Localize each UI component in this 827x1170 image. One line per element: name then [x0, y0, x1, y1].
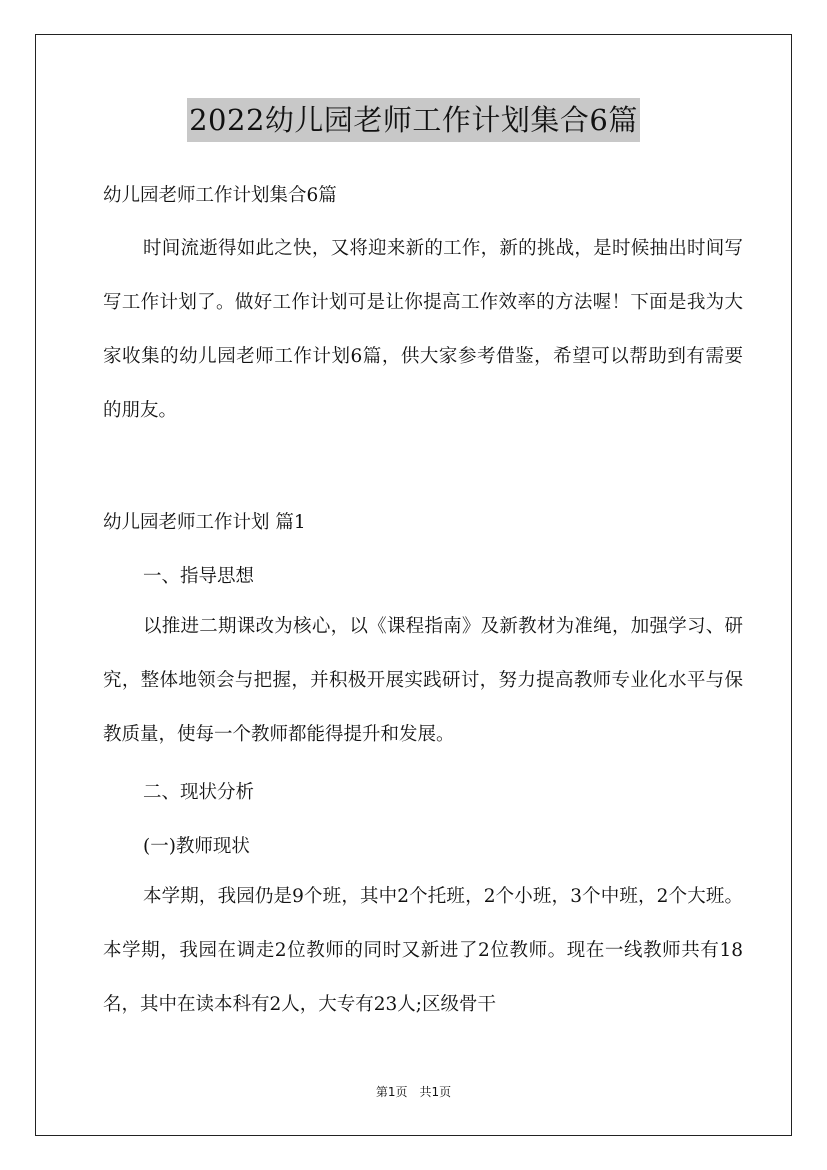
sub1-body: 本学期，我园仍是9个班，其中2个托班，2个小班，3个中班，2个大班。本学期，我园在调走2位教师的同时又新进了2位教师。现在一线教师共有18名，其中在读本科有2人，大专有23人;区级骨干 [103, 886, 743, 1015]
intro-paragraph: 时间流逝得如此之快，又将迎来新的工作，新的挑战，是时候抽出时间写写工作计划了。做好工作计划可是让你提高工作效率的方法喔！下面是我为大家收集的幼儿园老师工作计划6篇，供大家参考借鉴，希望可以帮助到有需要的朋友。 [103, 238, 743, 421]
section1-heading: 幼儿园老师工作计划 篇1 [103, 512, 306, 533]
part1-heading: 一、指导思想 [143, 566, 255, 587]
part1-body: 以推进二期课改为核心，以《课程指南》及新教材为准绳，加强学习、研究，整体地领会与把握，并积极开展实践研讨，努力提高教师专业化水平与保教质量，使每一个教师都能得提升和发展。 [103, 616, 743, 745]
document-title: 2022幼儿园老师工作计划集合6篇 [187, 98, 640, 142]
page-footer: 第1页 共1页 [375, 1085, 452, 1099]
sub1-heading: (一)教师现状 [143, 836, 250, 857]
document-subtitle: 幼儿园老师工作计划集合6篇 [103, 185, 337, 206]
part2-heading: 二、现状分析 [143, 782, 255, 803]
title-wrap [0, 98, 827, 142]
